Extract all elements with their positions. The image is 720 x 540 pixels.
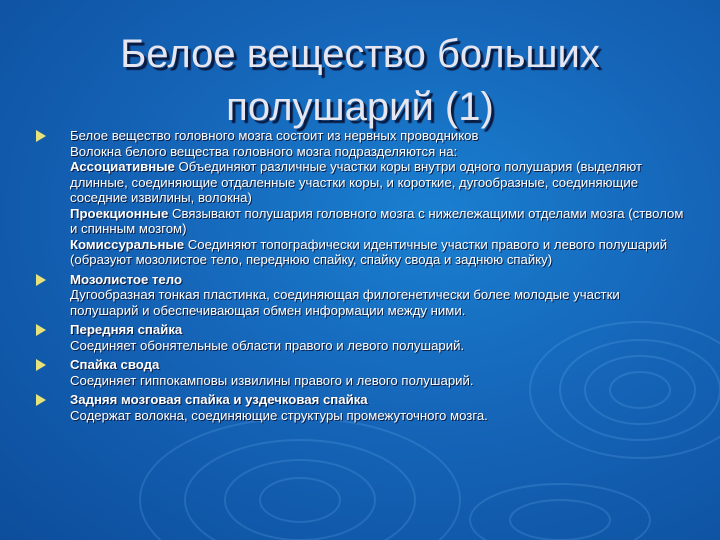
bullet-list bbox=[36, 128, 686, 427]
list-item-white-matter bbox=[36, 128, 686, 268]
sub-item-associative bbox=[70, 159, 686, 206]
term-projection: Проекционные bbox=[70, 205, 169, 221]
item-heading: Задняя мозговая спайка и уздечковая спайка bbox=[70, 392, 368, 407]
triangle-bullet-icon bbox=[36, 324, 46, 336]
triangle-bullet-icon bbox=[36, 394, 46, 406]
title-line-2: полушарий (1) bbox=[226, 85, 494, 129]
list-item-posterior-commissure bbox=[36, 392, 686, 423]
item-heading: Мозолистое тело bbox=[70, 271, 183, 287]
item-description: Содержат волокна, соединяющие структуры промежуточного мозга. bbox=[70, 407, 488, 423]
term-commissural: Комиссуральные bbox=[70, 236, 185, 252]
triangle-bullet-icon bbox=[36, 274, 46, 286]
item-heading: Спайка свода bbox=[70, 357, 160, 372]
term-projection-text: Связывают полушария головного мозга с нижележащими отделами мозга (стволом и спинным мозгом) bbox=[70, 205, 684, 236]
term-associative-text: Объединяют различные участки коры внутри одного полушария (выделяют длинные, соединяющие отдаленные участки коры, и короткие, дугообразные, соединяющие соседние извилины, волокна) bbox=[70, 159, 643, 205]
item-description: Соединяет обонятельные области правого и левого полушарий. bbox=[70, 337, 465, 353]
term-associative: Ассоциативные bbox=[70, 159, 175, 174]
list-item-fornix-commissure bbox=[36, 357, 686, 388]
title-line-1: Белое вещество больших bbox=[120, 32, 600, 76]
item-heading: Передняя спайка bbox=[70, 322, 183, 337]
item-text-line: Белое вещество головного мозга состоит из нервных проводников bbox=[70, 128, 479, 143]
item-text-line: Волокна белого вещества головного мозга подразделяются на: bbox=[70, 143, 458, 159]
sub-item-commissural bbox=[70, 237, 686, 268]
sub-item-projection bbox=[70, 206, 686, 237]
item-description: Соединяет гиппокамповы извилины правого и левого полушарий. bbox=[70, 372, 474, 388]
triangle-bullet-icon bbox=[36, 359, 46, 371]
list-item-anterior-commissure bbox=[36, 322, 686, 353]
term-commissural-text: Соединяют топографически идентичные участки правого и левого полушарий (образуют мозолистое тело, переднюю спайку, спайку свода и заднюю спайку) bbox=[70, 236, 668, 267]
item-description: Дугообразная тонкая пластинка, соединяющая филогенетически более молодые участки полушарий и обеспечивающая обмен информации между ними. bbox=[70, 287, 620, 318]
triangle-bullet-icon bbox=[36, 130, 46, 142]
list-item-corpus-callosum bbox=[36, 272, 686, 319]
slide-title bbox=[20, 28, 700, 134]
